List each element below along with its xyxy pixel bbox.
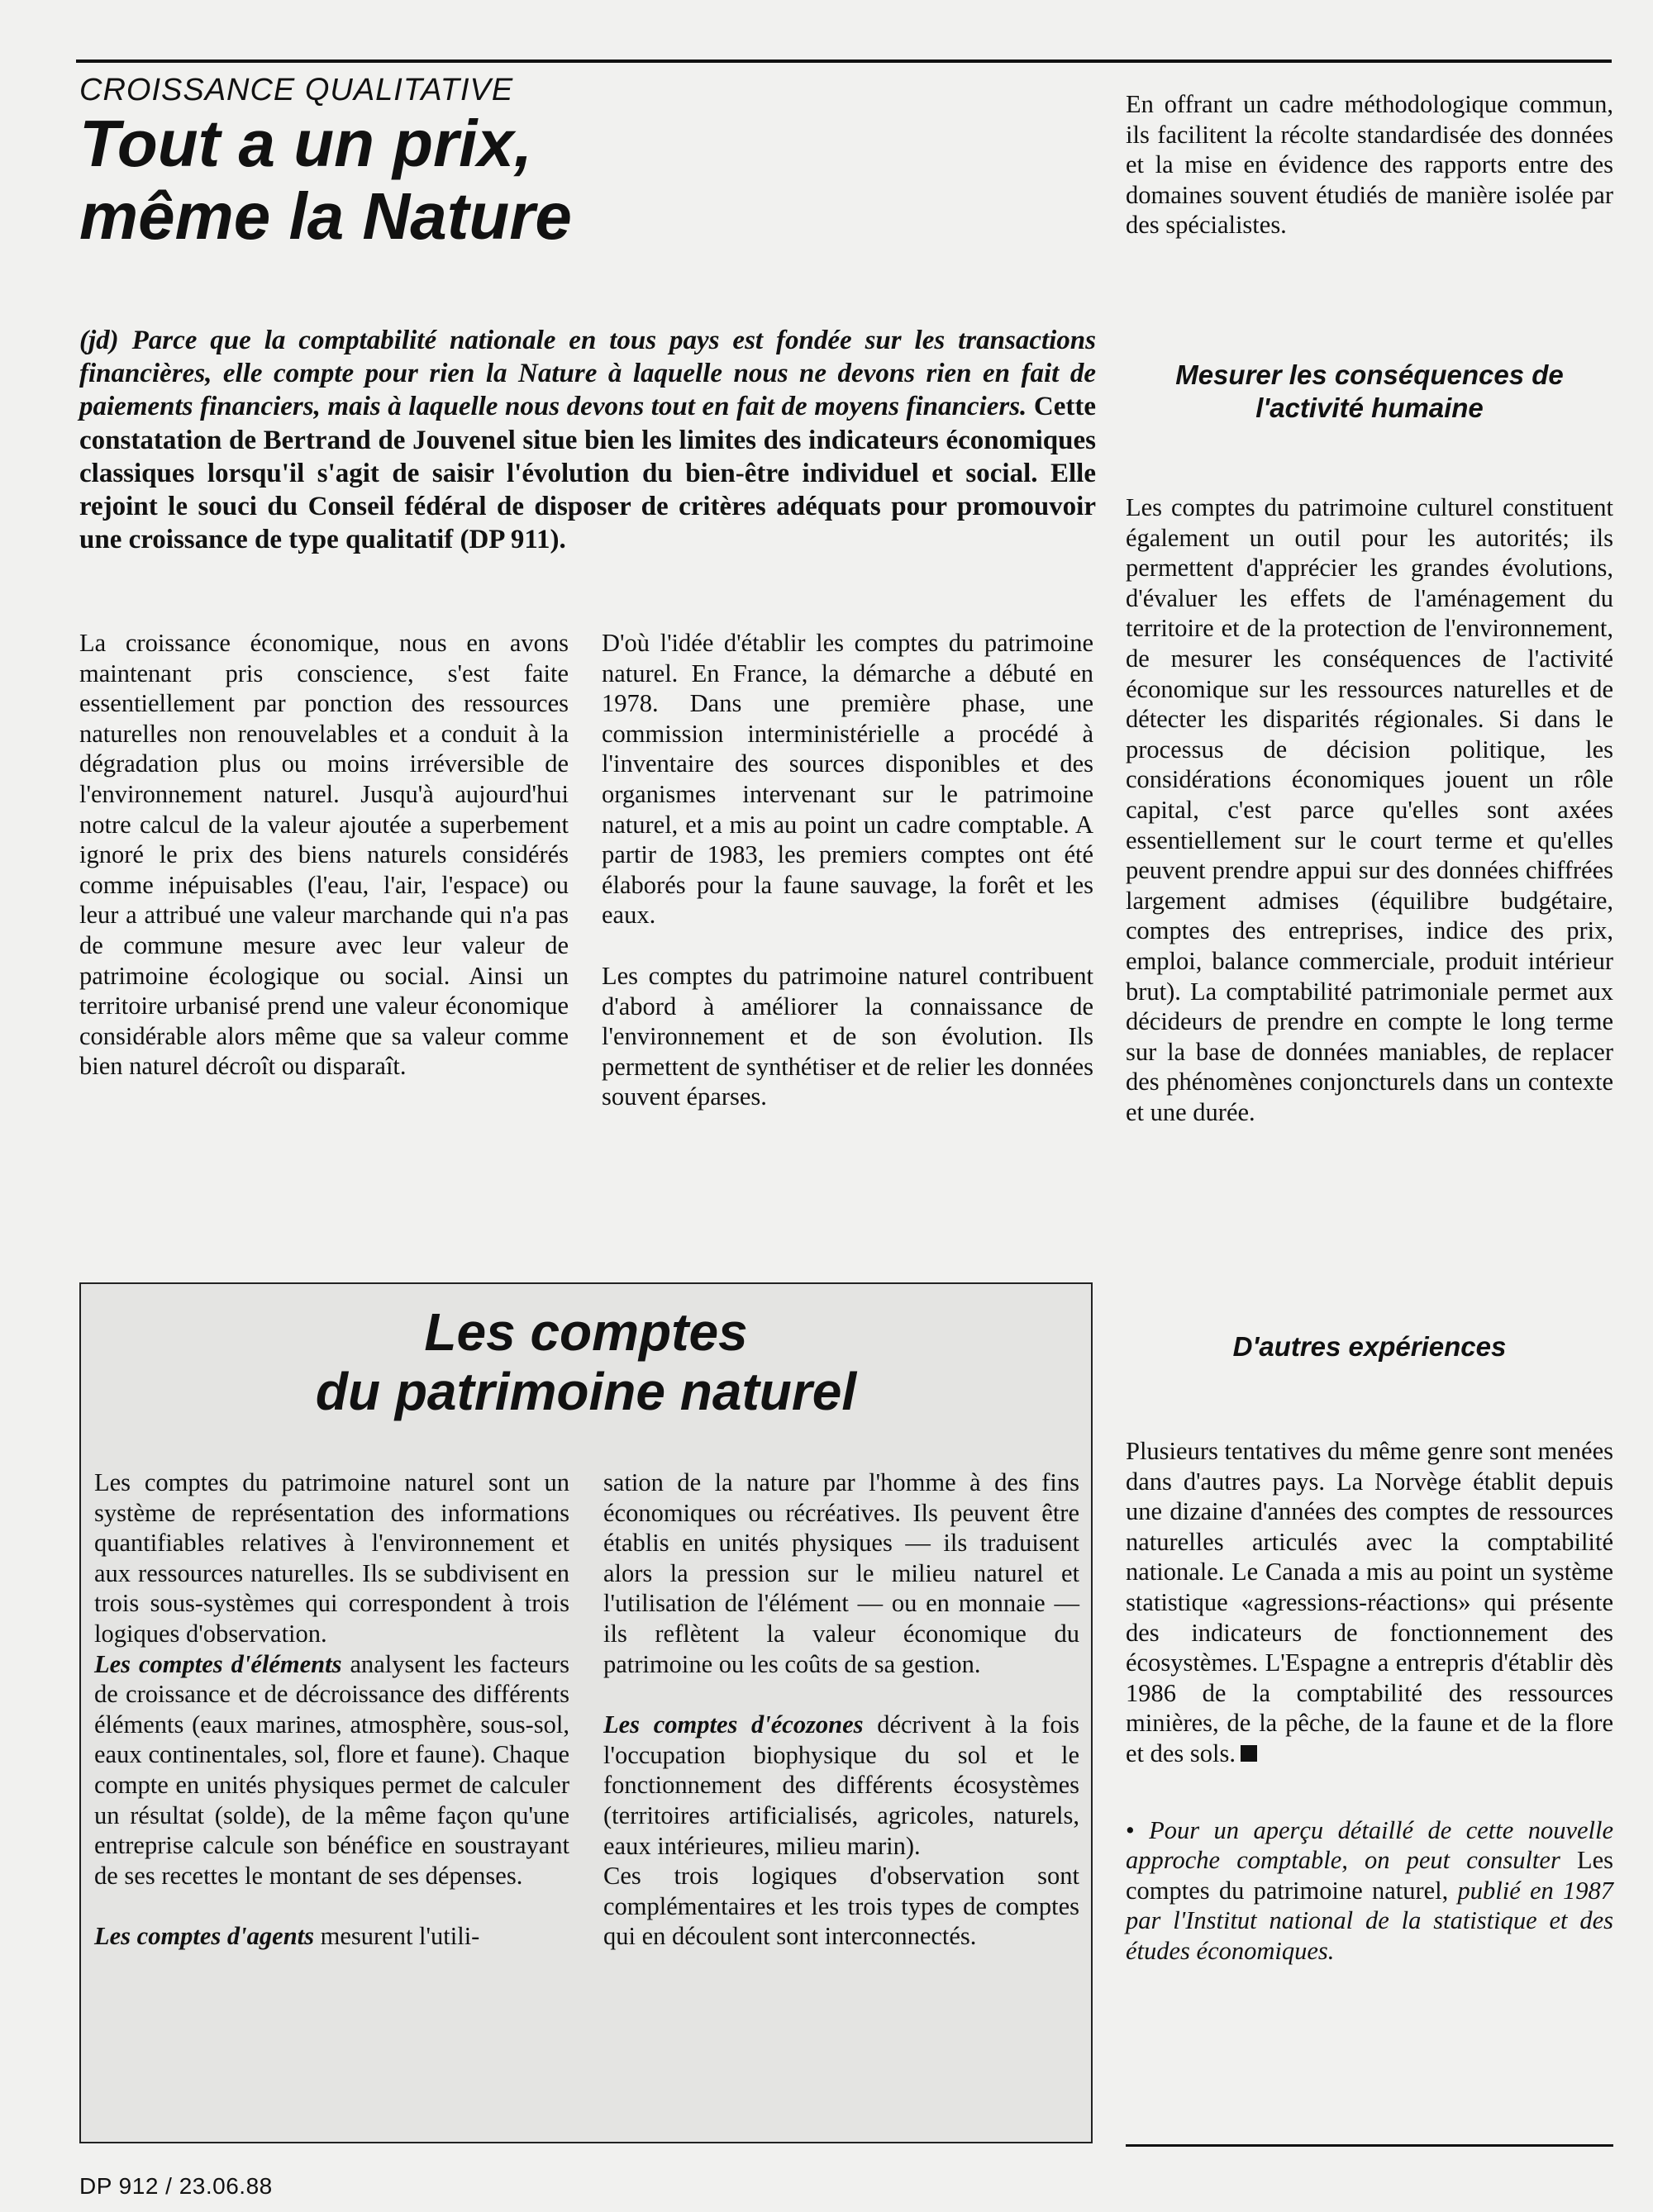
footer-issue: DP 912 / 23.06.88 bbox=[79, 2173, 273, 2199]
column-2 bbox=[602, 628, 1093, 1112]
column-3-paragraph-2: Les comptes du patrimoine culturel constituent également un outil pour les autorités; ils permettent d'apprécier les grandes évolutions, d'évaluer les effets de l'aménagement du territoire et de la protection de l'environnement, de mesurer les conséquences de l'activité économique sur les ressources naturelles et de détecter les disparités régionales. Si dans le processus de décision politique, les considérations économiques jouent un rôle capital, c'est parce qu'elles sont axées essentiellement sur le court terme et qu'elles peuvent prendre appui sur des données chiffrées largement admises (équilibre budgétaire, comptes des entreprises, indice des prix, emploi, balance commerciale, produit intérieur brut). La comptabilité patrimoniale permet aux décideurs de prendre en compte le long terme sur la base de données maniables, de replacer des phénomènes conjoncturels dans un contexte et une durée. bbox=[1126, 493, 1613, 1126]
subhead-experiences: D'autres expériences bbox=[1232, 1331, 1507, 1362]
note-italic-1: Pour un aperçu détaillé de cette nouvelle approche comptable, on peut consulter bbox=[1126, 1815, 1614, 1875]
column-2-paragraph-1: D'où l'idée d'établir les comptes du patrimoine naturel. En France, la démarche a débuté en 1978. Dans une première phase, une commission interministérielle a procédé à l'inventaire des sources disponibles et des organismes intervenant sur le patrimoine naturel, et a mis au point un cadre comptable. A partir de 1983, les premiers comptes ont été élaborés pour la faune sauvage, la forêt et les eaux. bbox=[602, 629, 1093, 930]
note-bullet-icon: • bbox=[1126, 1815, 1135, 1844]
column-2-paragraph-2: Les comptes du patrimoine naturel contribuent d'abord à améliorer la connaissance de l'environnement et de son évolution. Ils permettent de synthétiser et de relier les données souvent éparses. bbox=[602, 961, 1093, 1111]
column-3-middle bbox=[1126, 492, 1613, 1127]
column-1-paragraph-1: La croissance économique, nous en avons maintenant pris conscience, s'est faite essentiellement par ponction des ressources naturelles non renouvelables et a conduit à la dégradation plus ou moins irréversible de l'environnement naturel. Jusqu'à aujourd'hui notre calcul de la valeur ajoutée a superbement ignoré le prix des biens naturels considérés comme inépuisables (l'eau, l'air, l'espace) ou leur a attribué une valeur marchande qui n'a pas de commune mesure avec leur valeur de patrimoine écologique ou social. Ainsi un territoire urbanisé prend une valeur économique considérable alors même que sa valeur comme bien naturel décroît ou disparaît. bbox=[79, 629, 569, 1081]
box-left-paragraph-2 bbox=[94, 1649, 569, 1891]
title-line-1: Tout a un prix, bbox=[79, 107, 533, 180]
column-3-top bbox=[1126, 89, 1613, 240]
subhead-consequences: Mesurer les conséquences de l'activité humaine bbox=[1175, 359, 1564, 423]
term-agents: Les comptes d'agents bbox=[94, 1922, 314, 1951]
box-left-paragraph-1: Les comptes du patrimoine naturel sont un système de représentation des informations quantifiables relatives à l'environnement et aux ressources naturelles. Ils se subdivisent en trois sous-systèmes qui correspondent à trois logiques d'observation. bbox=[94, 1468, 569, 1648]
lead-paragraph bbox=[79, 324, 1096, 556]
note-italic-2: publié en 1987 par l'Institut national de la statistique et des études économiques. bbox=[1126, 1876, 1614, 1965]
box-left-paragraph-2-text: analysent les facteurs de croissance et de décroissance des différents éléments (eaux marines, atmosphère, sous-sol, eaux continentales, sol, flore et faune). Chaque compte en unités physiques permet de calculer un résultat (solde), de la même façon qu'une entreprise calcule son bénéfice en soustrayant de ses recettes le montant de ses dépenses. bbox=[94, 1649, 569, 1890]
box-title-line-1: Les comptes bbox=[424, 1302, 748, 1362]
term-ecozones: Les comptes d'écozones bbox=[603, 1710, 864, 1739]
end-mark-icon bbox=[1241, 1745, 1257, 1762]
bottom-rule bbox=[1126, 2144, 1613, 2147]
box-column-right bbox=[603, 1468, 1079, 1952]
article-title bbox=[79, 107, 741, 253]
box-right-paragraph-3: Ces trois logiques d'observation sont complémentaires et les trois types de comptes qui en découlent sont interconnectés. bbox=[603, 1862, 1079, 1951]
term-elements: Les comptes d'éléments bbox=[94, 1649, 342, 1678]
title-line-2: même la Nature bbox=[79, 179, 572, 253]
box-title bbox=[79, 1302, 1093, 1421]
box-column-left bbox=[94, 1468, 569, 1952]
column-3-paragraph-3-text: Plusieurs tentatives du même genre sont menées dans d'autres pays. La Norvège établit depuis une dizaine d'années des comptes de ressources naturelles articulés avec la comptabilité nationale. Le Canada a mis au point un système statistique «agressions-réactions» qui présente des indicateurs de fonctionnement des écosystèmes. L'Espagne a entrepris d'établir dès 1986 de la comptabilité des ressources minières, de la pêche, de la faune et de la flore et des sols. bbox=[1126, 1437, 1613, 1767]
box-title-line-2: du patrimoine naturel bbox=[315, 1362, 857, 1421]
lead-italic: (jd) Parce que la comptabilité nationale en tous pays est fondée sur les transactions financières, elle compte pour rien la Nature à laquelle nous ne devons rien en fait de paiements financiers, mais à laquelle nous devons tout en fait de moyens financiers. bbox=[79, 326, 1096, 422]
box-right-paragraph-1: sation de la nature par l'homme à des fins économiques ou récréatives. Ils peuvent être établis en unités physiques — ils traduisent alors la pression sur le milieu naturel et l'utilisation de l'élément — ou en monnaie — ils reflètent la valeur économique du patrimoine ou les coûts de sa gestion. bbox=[603, 1468, 1079, 1678]
lead-bold: Cette constatation de Bertrand de Jouvenel situe bien les limites des indicateurs économiques classiques lorsqu'il s'agit de saisir l'évolution du bien-être individuel et social. Elle rejoint le souci du Conseil fédéral de disposer de critères adéquats pour promouvoir une croissance de type qualitatif (DP 911). bbox=[79, 392, 1096, 555]
box-left-paragraph-3 bbox=[94, 1921, 569, 1952]
column-3-paragraph-1: En offrant un cadre méthodologique commun, ils facilitent la récolte standardisée des données et la mise en évidence des rapports entre des domaines souvent étudiés de manière isolée par des spécialistes. bbox=[1126, 90, 1613, 240]
column-3-paragraph-3 bbox=[1126, 1436, 1613, 1769]
column-3-bottom bbox=[1126, 1436, 1613, 1967]
kicker: CROISSANCE QUALITATIVE bbox=[79, 73, 514, 107]
box-right-paragraph-2-text: décrivent à la fois l'occupation biophysique du sol et le fonctionnement des différents écosystèmes (territoires artificialisés, agricoles, naturels, eaux intérieures, milieu marin). bbox=[603, 1710, 1080, 1860]
column-1 bbox=[79, 628, 569, 1082]
top-rule bbox=[76, 59, 1612, 63]
bibliography-note bbox=[1126, 1815, 1613, 1967]
box-right-paragraph-2 bbox=[603, 1710, 1079, 1861]
box-left-paragraph-3-text: mesurent l'utili- bbox=[320, 1922, 480, 1951]
note-book-title: Les comptes du patrimoine naturel, bbox=[1126, 1846, 1613, 1905]
